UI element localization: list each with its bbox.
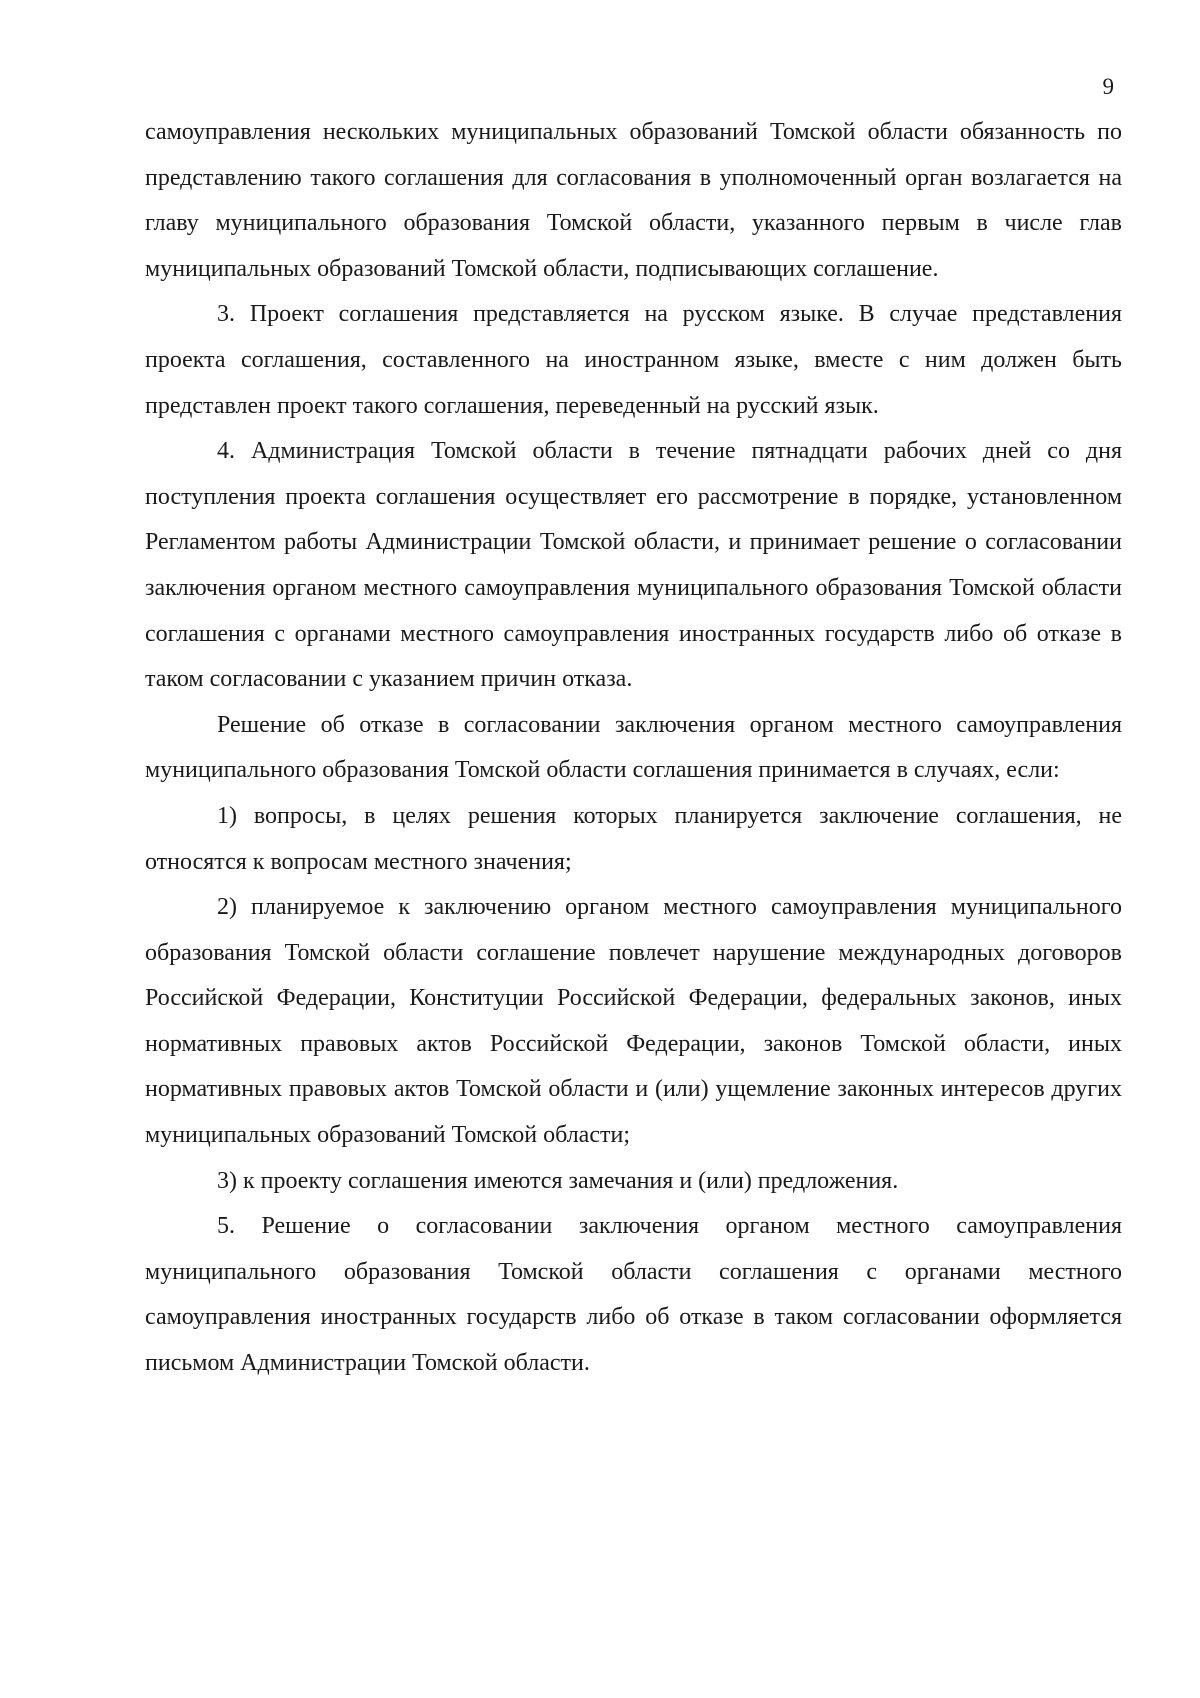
- list-item-2: 2) планируемое к заключению органом местного самоуправления муниципального образования Томской области соглашение повлечет нарушение международных договоров Российской Федерации, Конституции Российской Федерации, федеральных законов, иных нормативных правовых актов Российской Федерации, законов Томской области, иных нормативных правовых актов Томской области и (или) ущемление законных интересов других муниципальных образований Томской области;: [145, 894, 1122, 1149]
- paragraph-continuation: самоуправления нескольких муниципальных образований Томской области обязанность по представлению такого соглашения для согласования в уполномоченный орган возлагается на главу муниципального образования Томской области, указанного первым в числе глав муниципальных образований Томской области, подписывающих соглашение.: [145, 119, 1122, 282]
- paragraph-refusal-decision: Решение об отказе в согласовании заключения органом местного самоуправления муниципального образования Томской области соглашения принимается в случаях, если:: [145, 711, 1122, 784]
- paragraph-item-4: 4. Администрация Томской области в течение пятнадцати рабочих дней со дня поступления проекта соглашения осуществляет его рассмотрение в порядке, установленном Регламентом работы Администрации Томской области, и принимает решение о согласовании заключения органом местного самоуправления муниципального образования Томской области соглашения с органами местного самоуправления иностранных государств либо об отказе в таком согласовании с указанием причин отказа.: [145, 438, 1122, 693]
- paragraph-item-3: 3. Проект соглашения представляется на русском языке. В случае представления проекта соглашения, составленного на иностранном языке, вместе с ним должен быть представлен проект такого соглашения, переведенный на русский язык.: [145, 301, 1122, 419]
- paragraph-item-5: 5. Решение о согласовании заключения органом местного самоуправления муниципального образования Томской области соглашения с органами местного самоуправления иностранных государств либо об отказе в таком согласовании оформляется письмом Администрации Томской области.: [145, 1213, 1122, 1377]
- document-body: [145, 110, 1122, 1387]
- list-item-1: 1) вопросы, в целях решения которых планируется заключение соглашения, не относятся к вопросам местного значения;: [145, 802, 1122, 875]
- page-number: 9: [1102, 74, 1114, 99]
- list-item-3: 3) к проекту соглашения имеются замечания и (или) предложения.: [217, 1167, 899, 1194]
